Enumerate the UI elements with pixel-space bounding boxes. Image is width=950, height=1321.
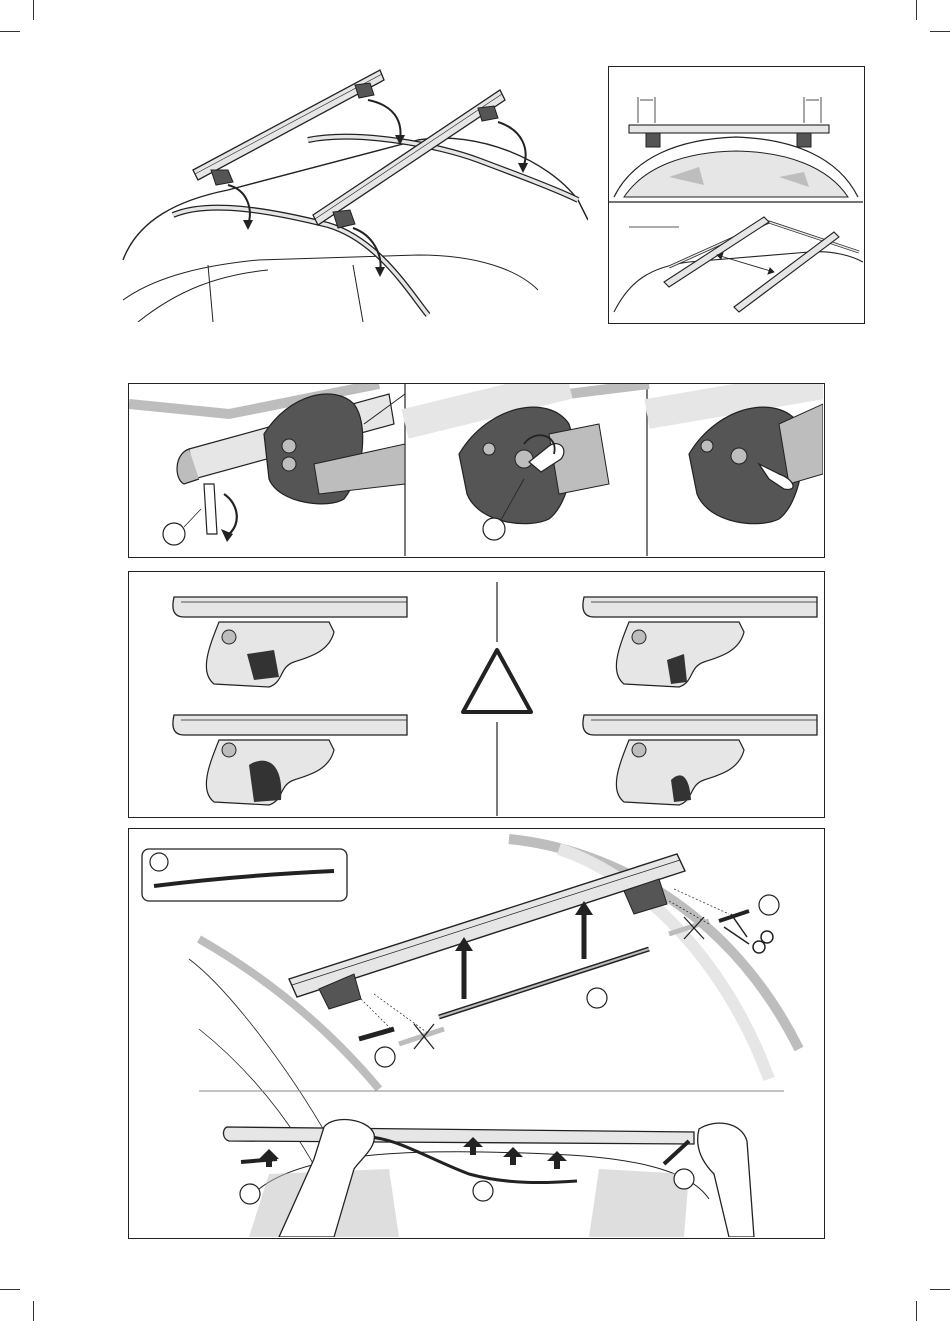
- parts-legend: [142, 849, 347, 901]
- crop-mark-bottom-right-v: [916, 1301, 917, 1321]
- crop-mark-bottom-left-h: [0, 1289, 20, 1290]
- crop-mark-top-left-v: [33, 0, 34, 20]
- hex-key-icon: [204, 484, 217, 534]
- rubber-strip-installation-panel: [128, 828, 825, 1239]
- crop-mark-top-right-v: [916, 0, 917, 20]
- foot-bottom-left: [173, 715, 407, 805]
- bar-spacing-detail-panel: [608, 66, 865, 324]
- step-frame-key-removed: [647, 384, 823, 524]
- foot-top-left: [173, 597, 407, 687]
- hand-right-icon: [698, 1123, 754, 1237]
- callout-circle: [483, 518, 505, 540]
- crop-mark-top-right-h: [930, 31, 950, 32]
- roof-rack-overview-illustration: [118, 60, 588, 322]
- step-frame-lock: [405, 384, 649, 540]
- crop-mark-bottom-right-h: [930, 1289, 950, 1290]
- warning-triangle-icon: [463, 650, 531, 712]
- tightening-steps-panel: [128, 383, 825, 558]
- foot-bottom-right: [583, 715, 817, 805]
- roof-bar-front: [193, 70, 384, 185]
- crop-mark-top-left-h: [0, 31, 20, 32]
- callout-circle: [163, 523, 185, 545]
- step-frame-hex-key: [129, 384, 405, 545]
- crop-mark-bottom-left-v: [33, 1301, 34, 1321]
- foot-top-right: [583, 597, 817, 687]
- foot-position-panel: [128, 571, 825, 818]
